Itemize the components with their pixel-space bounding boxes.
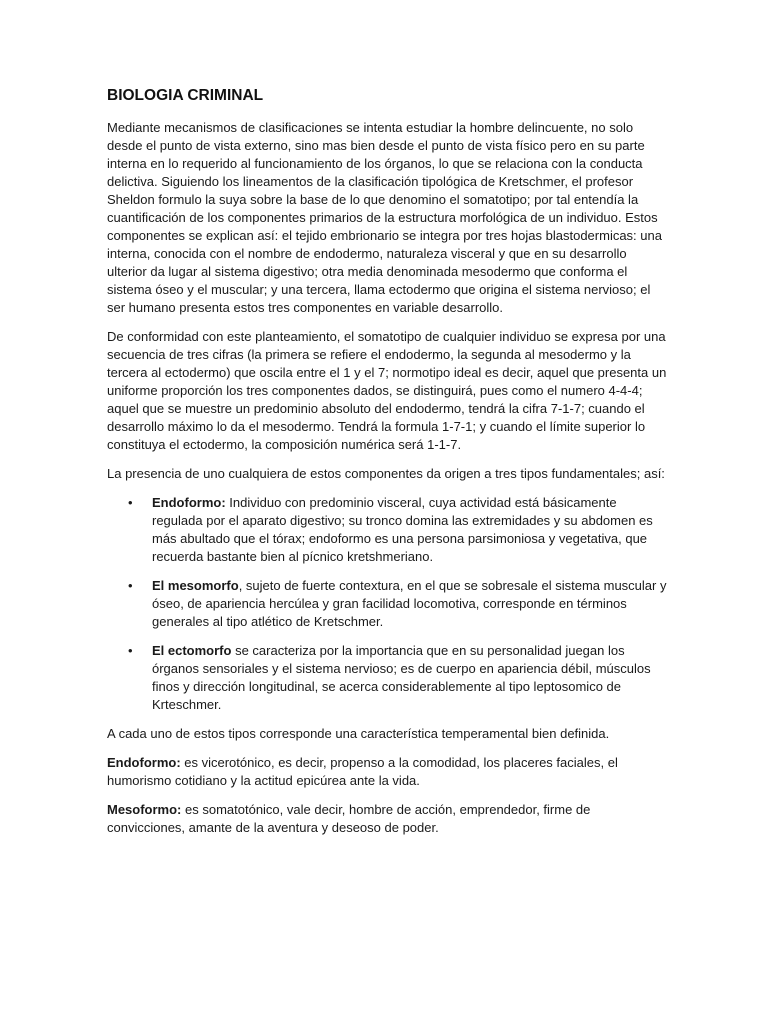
document-page [107,86,667,848]
temperament-term: Mesoformo: [107,802,182,817]
list-item-endoformo [107,494,667,566]
types-list [107,494,667,714]
paragraph-somatotipo: De conformidad con este planteamiento, el somatotipo de cualquier individuo se expresa por una secuencia de tres cifras (la primera se refiere el endodermo, la segunda al mesodermo y la tercera al ectodermo) que oscila entre el 1 y el 7; normotipo ideal es decir, aquel que presenta un uniforme proporción los tres componentes dados, se distinguirá, pues como el numero 4-4-4; aquel que se muestre un predominio absoluto del endodermo, tendrá la cifra 7-1-7; cuando el desarrollo máximo lo da el mesodermo. Tendrá la formula 1-7-1; y cuando el límite superior lo constituya el ectodermo, la composición numérica será 1-1-7. [107,329,667,452]
list-item-ectomorfo [107,642,667,714]
bullet-icon: • [128,643,133,658]
paragraph-intro: Mediante mecanismos de clasificaciones se intenta estudiar la hombre delincuente, no solo desde el punto de vista externo, sino mas bien desde el punto de vista físico pero en su parte interna en lo requerido al funcionamiento de los órganos, lo que se relaciona con la conducta delictiva. Siguiendo los lineamentos de la clasificación tipológica de Kretschmer, el profesor Sheldon formulo la suya sobre la base de lo que denomino el somatotipo; por tal entendía la cuantificación de los componentes primarios de la estructura morfológica de un individuo. Estos componentes se explican así: el tejido embrionario se integra por tres hojas blastodermicas: una interna, conocida con el nombre de endodermo, naturaleza visceral y que en su desarrollo ulterior da lugar al sistema digestivo; otra media denominada mesodermo que conforma el sistema óseo y el muscular; y una tercera, llama ectodermo que origina el sistema nervioso; el ser humano presenta estos tres componentes en variable desarrollo. [107,120,662,315]
temperament-term: Endoformo: [107,755,181,770]
type-description: , sujeto de fuerte contextura, en el que se sobresale el sistema muscular y óseo, de apariencia hercúlea y gran facilidad locomotiva, corresponde en términos generales al tipo atlético de Kretschmer. [152,578,667,629]
temperament-description: es somatotónico, vale decir, hombre de acción, emprendedor, firme de convicciones, amante de la aventura y deseoso de poder. [107,802,591,835]
paragraph-temperamento: A cada uno de estos tipos corresponde una característica temperamental bien definida. [107,726,610,741]
paragraph-mesoformo-temperament [107,801,667,837]
type-term: El ectomorfo [152,643,232,658]
document-title: BIOLOGIA CRIMINAL [107,87,264,104]
paragraph-endoformo-temperament [107,754,667,790]
temperament-description: es vicerotónico, es decir, propenso a la comodidad, los placeres faciales, el humorismo cotidiano y la actitud epicúrea ante la vida. [107,755,618,788]
type-description: Individuo con predominio visceral, cuya actividad está básicamente regulada por el aparato digestivo; su tronco domina las extremidades y su abdomen es más abultado que el tórax; endoformo es una persona parsimoniosa y vegetativa, que recuerda bastante bien al pícnico kretshmeriano. [152,495,653,564]
bullet-icon: • [128,578,133,593]
type-description: se caracteriza por la importancia que en su personalidad juegan los órganos sensoriales y el sistema nervioso; es de cuerpo en apariencia débil, músculos finos y dirección longitudinal, se acerca considerablemente al tipo leptosomico de Krteschmer. [152,643,651,712]
list-item-mesomorfo [107,577,667,631]
type-term: Endoformo: [152,495,226,510]
bullet-icon: • [128,495,133,510]
paragraph-tipos-intro: La presencia de uno cualquiera de estos componentes da origen a tres tipos fundamentales; así: [107,466,665,481]
type-term: El mesomorfo [152,578,239,593]
